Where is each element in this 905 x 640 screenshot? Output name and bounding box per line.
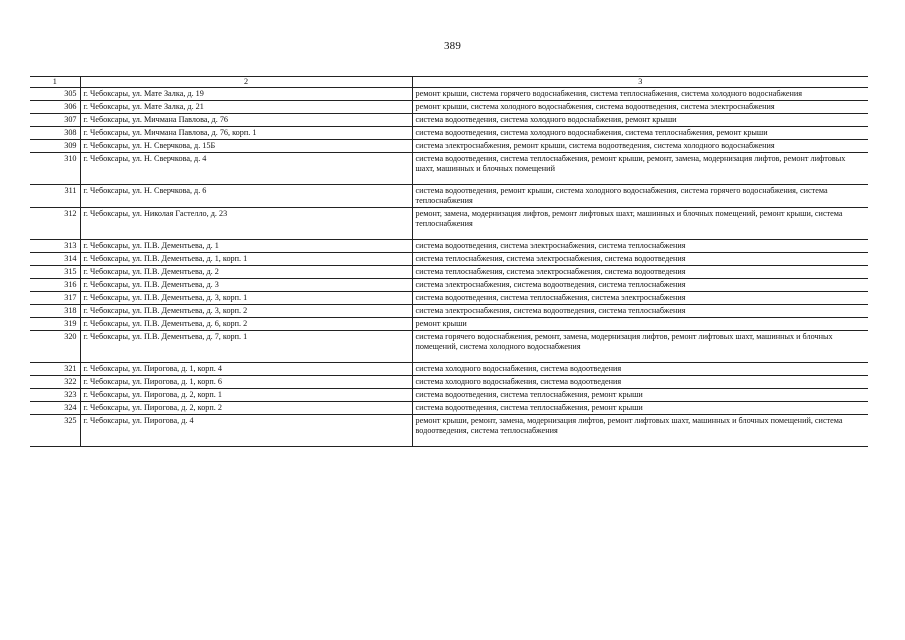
works-cell: система водоотведения, система теплоснабжения, ремонт крыши: [412, 389, 868, 402]
table-row: [30, 153, 868, 185]
table-body: [30, 88, 868, 447]
table-row: [30, 415, 868, 447]
address-cell: г. Чебоксары, ул. Пирогова, д. 2, корп. 1: [80, 389, 412, 402]
row-number-cell: 322: [30, 376, 80, 389]
row-number-cell: 311: [30, 185, 80, 208]
works-cell: система водоотведения, система теплоснабжения, ремонт крыши: [412, 402, 868, 415]
table-row: [30, 389, 868, 402]
row-number-cell: 308: [30, 127, 80, 140]
row-number-cell: 317: [30, 292, 80, 305]
row-number-cell: 305: [30, 88, 80, 101]
row-number-cell: 324: [30, 402, 80, 415]
address-cell: г. Чебоксары, ул. П.В. Дементьева, д. 1: [80, 240, 412, 253]
works-cell: система водоотведения, система электроснабжения, система теплоснабжения: [412, 240, 868, 253]
row-number-cell: 309: [30, 140, 80, 153]
address-cell: г. Чебоксары, ул. Мате Залка, д. 21: [80, 101, 412, 114]
table-row: [30, 318, 868, 331]
address-cell: г. Чебоксары, ул. Н. Сверчкова, д. 15Б: [80, 140, 412, 153]
address-cell: г. Чебоксары, ул. Пирогова, д. 1, корп. 4: [80, 363, 412, 376]
row-number-cell: 320: [30, 331, 80, 363]
works-cell: система теплоснабжения, система электроснабжения, система водоотведения: [412, 253, 868, 266]
table-row: [30, 363, 868, 376]
works-cell: система холодного водоснабжения, система водоотведения: [412, 376, 868, 389]
address-cell: г. Чебоксары, ул. Николая Гастелло, д. 23: [80, 208, 412, 240]
address-cell: г. Чебоксары, ул. Мичмана Павлова, д. 76: [80, 114, 412, 127]
row-number-cell: 319: [30, 318, 80, 331]
row-number-cell: 318: [30, 305, 80, 318]
table-row: [30, 402, 868, 415]
table-row: [30, 127, 868, 140]
works-cell: система теплоснабжения, система электроснабжения, система водоотведения: [412, 266, 868, 279]
table-row: [30, 88, 868, 101]
works-cell: система водоотведения, система теплоснабжения, система электроснабжения: [412, 292, 868, 305]
table-header-row: [30, 77, 868, 88]
address-cell: г. Чебоксары, ул. П.В. Дементьева, д. 3: [80, 279, 412, 292]
row-number-cell: 315: [30, 266, 80, 279]
table-row: [30, 253, 868, 266]
address-cell: г. Чебоксары, ул. П.В. Дементьева, д. 1, корп. 1: [80, 253, 412, 266]
table-row: [30, 101, 868, 114]
row-number-cell: 316: [30, 279, 80, 292]
row-number-cell: 306: [30, 101, 80, 114]
address-cell: г. Чебоксары, ул. Н. Сверчкова, д. 4: [80, 153, 412, 185]
table-row: [30, 331, 868, 363]
address-cell: г. Чебоксары, ул. Пирогова, д. 1, корп. 6: [80, 376, 412, 389]
page-number: 389: [443, 40, 462, 52]
row-number-cell: 313: [30, 240, 80, 253]
column-header-address: 2: [80, 77, 412, 88]
works-cell: система холодного водоснабжения, система водоотведения: [412, 363, 868, 376]
works-cell: система водоотведения, ремонт крыши, система холодного водоснабжения, система горячего водоснабжения, система теплоснабжения: [412, 185, 868, 208]
row-number-cell: 312: [30, 208, 80, 240]
works-cell: ремонт крыши, ремонт, замена, модернизация лифтов, ремонт лифтовых шахт, машинных и блочных помещений, система водоотведения, система теплоснабжения: [412, 415, 868, 447]
row-number-cell: 325: [30, 415, 80, 447]
address-cell: г. Чебоксары, ул. П.В. Дементьева, д. 7, корп. 1: [80, 331, 412, 363]
column-header-number: 1: [30, 77, 80, 88]
row-number-cell: 323: [30, 389, 80, 402]
table-row: [30, 140, 868, 153]
table-row: [30, 266, 868, 279]
address-cell: г. Чебоксары, ул. П.В. Дементьева, д. 6, корп. 2: [80, 318, 412, 331]
works-cell: ремонт крыши, система горячего водоснабжения, система теплоснабжения, система холодного водоснабжения: [412, 88, 868, 101]
table-row: [30, 292, 868, 305]
address-cell: г. Чебоксары, ул. П.В. Дементьева, д. 3, корп. 2: [80, 305, 412, 318]
works-cell: система водоотведения, система холодного водоснабжения, система теплоснабжения, ремонт крыши: [412, 127, 868, 140]
works-cell: система электроснабжения, система водоотведения, система теплоснабжения: [412, 279, 868, 292]
works-cell: система электроснабжения, ремонт крыши, система водоотведения, система холодного водоснабжения: [412, 140, 868, 153]
works-cell: ремонт крыши: [412, 318, 868, 331]
table-row: [30, 185, 868, 208]
table-row: [30, 305, 868, 318]
address-cell: г. Чебоксары, ул. П.В. Дементьева, д. 3, корп. 1: [80, 292, 412, 305]
address-cell: г. Чебоксары, ул. Н. Сверчкова, д. 6: [80, 185, 412, 208]
row-number-cell: 314: [30, 253, 80, 266]
table-row: [30, 376, 868, 389]
row-number-cell: 321: [30, 363, 80, 376]
address-cell: г. Чебоксары, ул. Пирогова, д. 4: [80, 415, 412, 447]
table-row: [30, 114, 868, 127]
table-row: [30, 240, 868, 253]
works-cell: система горячего водоснабжения, ремонт, замена, модернизация лифтов, ремонт лифтовых шахт, машинных и блочных помещений, система холодного водоснабжения: [412, 331, 868, 363]
row-number-cell: 307: [30, 114, 80, 127]
address-cell: г. Чебоксары, ул. Мате Залка, д. 19: [80, 88, 412, 101]
works-cell: система электроснабжения, система водоотведения, система теплоснабжения: [412, 305, 868, 318]
works-cell: система водоотведения, система холодного водоснабжения, ремонт крыши: [412, 114, 868, 127]
column-header-works: 3: [412, 77, 868, 88]
address-cell: г. Чебоксары, ул. Мичмана Павлова, д. 76, корп. 1: [80, 127, 412, 140]
table-row: [30, 208, 868, 240]
table-row: [30, 279, 868, 292]
address-cell: г. Чебоксары, ул. П.В. Дементьева, д. 2: [80, 266, 412, 279]
works-cell: система водоотведения, система теплоснабжения, ремонт крыши, ремонт, замена, модернизация лифтов, ремонт лифтовых шахт, машинных и блочных помещений: [412, 153, 868, 185]
address-cell: г. Чебоксары, ул. Пирогова, д. 2, корп. 2: [80, 402, 412, 415]
works-cell: ремонт, замена, модернизация лифтов, ремонт лифтовых шахт, машинных и блочных помещений, ремонт крыши, система теплоснабжения: [412, 208, 868, 240]
works-cell: ремонт крыши, система холодного водоснабжения, система водоотведения, система электроснабжения: [412, 101, 868, 114]
data-table: [30, 76, 868, 447]
row-number-cell: 310: [30, 153, 80, 185]
